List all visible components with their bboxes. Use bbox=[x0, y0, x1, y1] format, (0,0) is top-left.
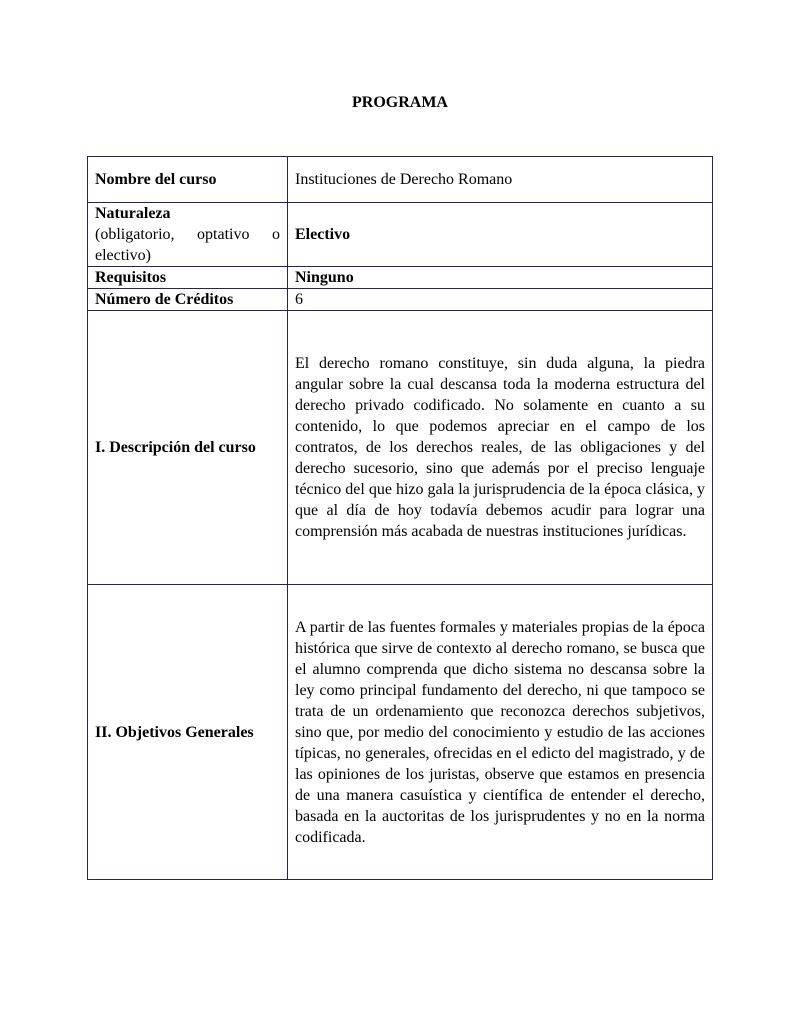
description-label: I. Descripción del curso bbox=[88, 311, 288, 585]
nature-value: Electivo bbox=[288, 203, 713, 267]
table-row-course-name bbox=[88, 157, 713, 203]
description-value: El derecho romano constituye, sin duda alguna, la piedra angular sobre la cual descansa toda la moderna estructura del derecho privado codificado. No solamente en cuanto a su contenido, lo que podemos apreciar en el campo de los contratos, de los derechos reales, de las obligaciones y del derecho sucesorio, sino que además por el preciso lenguaje técnico del que hizo gala la jurisprudencia de la época clásica, y que al día de hoy todavía debemos acudir para lograr una comprensión más acabada de nuestras instituciones jurídicas. bbox=[288, 311, 713, 585]
table-row-description bbox=[88, 311, 713, 585]
table-row-requirements bbox=[88, 267, 713, 289]
requirements-value: Ninguno bbox=[288, 267, 713, 289]
page-title: PROGRAMA bbox=[352, 94, 448, 111]
table-row-objectives bbox=[88, 585, 713, 880]
course-name-value: Instituciones de Derecho Romano bbox=[288, 157, 713, 203]
table-row-nature bbox=[88, 203, 713, 267]
requirements-label: Requisitos bbox=[88, 267, 288, 289]
course-name-label: Nombre del curso bbox=[88, 157, 288, 203]
table-row-credits bbox=[88, 289, 713, 311]
objectives-label: II. Objetivos Generales bbox=[88, 585, 288, 880]
credits-value: 6 bbox=[288, 289, 713, 311]
program-table bbox=[87, 156, 713, 880]
credits-label: Número de Créditos bbox=[88, 289, 288, 311]
nature-sublabel: (obligatorio, optativo o electivo) bbox=[95, 226, 280, 264]
objectives-value: A partir de las fuentes formales y materiales propias de la época histórica que sirve de contexto al derecho romano, se busca que el alumno comprenda que dicho sistema no descansa sobre la ley como principal fundamento del derecho, ni que tampoco se trata de un ordenamiento que reconozca derechos subjetivos, sino que, por medio del conocimiento y estudio de las acciones típicas, no generales, ofrecidas en el edicto del magistrado, y de las opiniones de los juristas, observe que estamos en presencia de una manera casuística y científica de entender el derecho, basada en la auctoritas de los jurisprudentes y no en la norma codificada. bbox=[288, 585, 713, 880]
nature-label: Naturaleza bbox=[95, 205, 171, 222]
nature-label-cell bbox=[88, 203, 288, 267]
